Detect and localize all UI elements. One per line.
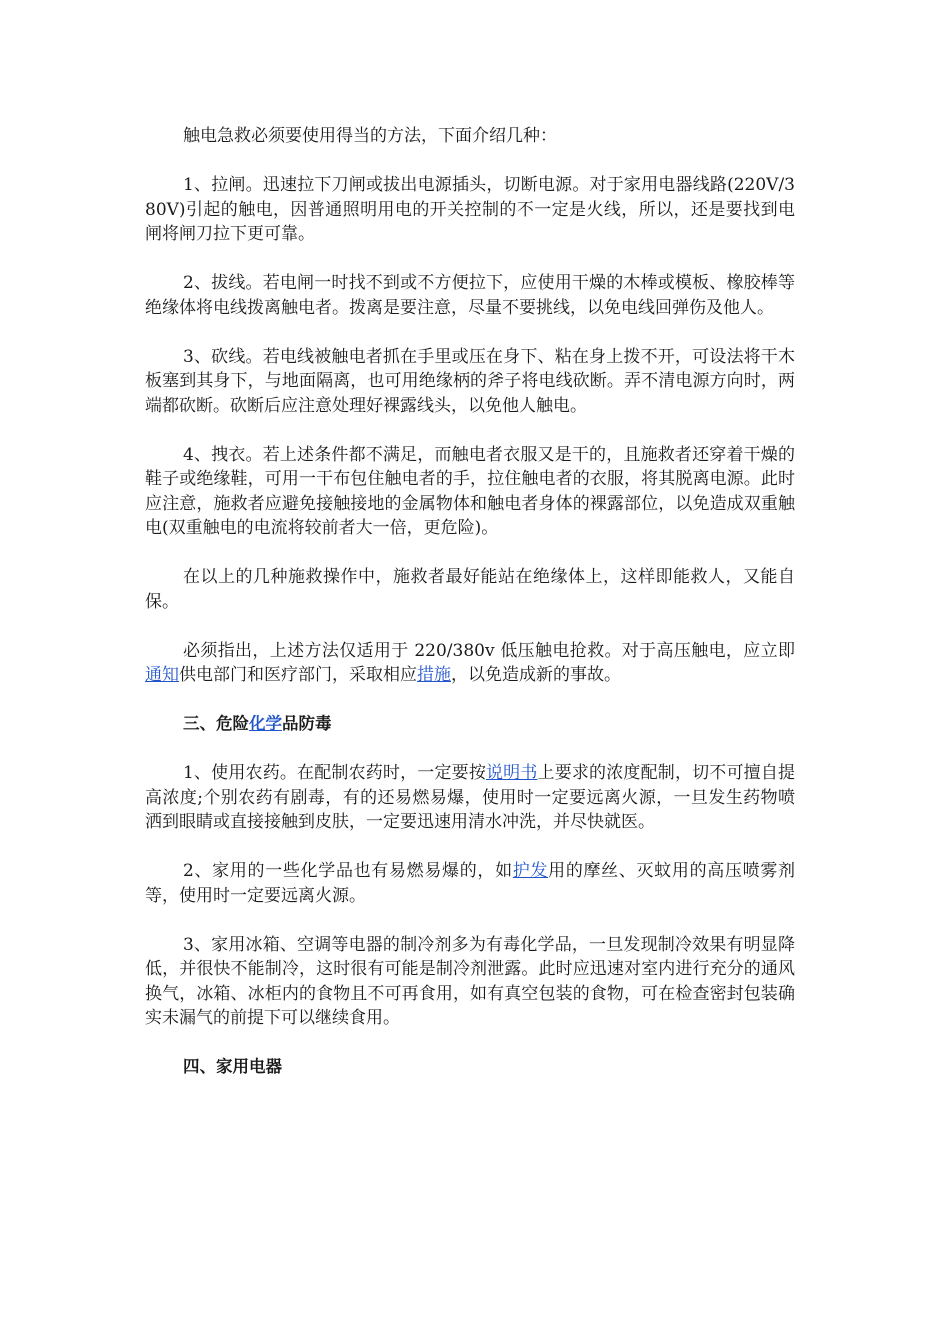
text-segment: 2、家用的一些化学品也有易燃易爆的，如 bbox=[183, 861, 513, 881]
paragraph-pesticides bbox=[145, 761, 795, 835]
paragraph-refrigerant: 3、家用冰箱、空调等电器的制冷剂多为有毒化学品，一旦发现制冷效果有明显降低，并很快不能制冷，这时很有可能是制冷剂泄露。此时应迅速对室内进行充分的通风换气，冰箱、冰柜内的食物且不可再食用，如有真空包装的食物，可在检查密封包装确实未漏气的前提下可以继续食用。 bbox=[145, 934, 795, 1028]
document-page bbox=[145, 124, 795, 1104]
link-measures[interactable]: 措施 bbox=[417, 665, 451, 685]
heading-segment: 三、危险 bbox=[183, 714, 249, 733]
text-segment: 1、使用农药。在配制农药时，一定要按 bbox=[183, 763, 486, 783]
text-segment: ，以免造成新的事故。 bbox=[451, 665, 621, 685]
link-hair-care[interactable]: 护发 bbox=[512, 861, 549, 881]
paragraph-household-chemicals bbox=[145, 859, 795, 908]
text-segment: 用的摩丝、灭蚊用的高压喷雾剂等，使用时一定要远离火源。 bbox=[145, 861, 795, 906]
paragraph-pull-clothes: 4、拽衣。若上述条件都不满足，而触电者衣服又是干的，且施救者还穿着干燥的鞋子或绝缘鞋，可用一干布包住触电者的手，拉住触电者的衣服，将其脱离电源。此时应注意，施救者应避免接触接地的金属物体和触电者身体的裸露部位，以免造成双重触电(双重触电的电流将较前者大一倍，更危险)。 bbox=[145, 444, 795, 538]
text-segment: 必须指出，上述方法仅适用于 220/380v 低压触电抢救。对于高压触电，应立即 bbox=[183, 640, 795, 661]
intro-paragraph: 触电急救必须要使用得当的方法，下面介绍几种： bbox=[183, 126, 557, 146]
text-segment: 供电部门和医疗部门，采取相应 bbox=[179, 665, 417, 685]
text-segment: 上要求的浓度配制，切不可擅自提高浓度;个别农药有剧毒，有的还易燃易爆，使用时一定要远离火源，一旦发生药物喷洒到眼睛或直接接触到皮肤，一定要迅速用清水冲洗，并尽快就医。 bbox=[145, 763, 795, 832]
link-chemistry[interactable]: 化学 bbox=[249, 714, 282, 733]
heading-segment: 品防毒 bbox=[282, 714, 332, 733]
section-heading-chemicals bbox=[145, 712, 795, 737]
paragraph-insulation-advice: 在以上的几种施救操作中，施救者最好能站在绝缘体上，这样即能救人，又能自保。 bbox=[145, 567, 795, 612]
paragraph-cut-wire: 3、砍线。若电线被触电者抓在手里或压在身下、粘在身上拨不开，可设法将干木板塞到其身下，与地面隔离，也可用绝缘柄的斧子将电线砍断。弄不清电源方向时，两端都砍断。砍断后应注意处理好裸露线头，以免他人触电。 bbox=[145, 346, 795, 416]
paragraph-pull-switch: 1、拉闸。迅速拉下刀闸或拔出电源插头，切断电源。对于家用电器线路(220V/380V)引起的触电，因普通照明用电的开关控制的不一定是火线，所以，还是要找到电闸将闸刀拉下更可靠。 bbox=[145, 175, 795, 244]
paragraph-high-voltage-note bbox=[145, 639, 795, 688]
link-notify[interactable]: 通知 bbox=[145, 665, 179, 685]
section-heading-appliances: 四、家用电器 bbox=[183, 1057, 282, 1076]
link-manual[interactable]: 说明书 bbox=[486, 763, 538, 783]
paragraph-pull-wire: 2、拔线。若电闸一时找不到或不方便拉下，应使用干燥的木棒或模板、橡胶棒等绝缘体将电线拨离触电者。拨离是要注意，尽量不要挑线，以免电线回弹伤及他人。 bbox=[145, 273, 795, 318]
